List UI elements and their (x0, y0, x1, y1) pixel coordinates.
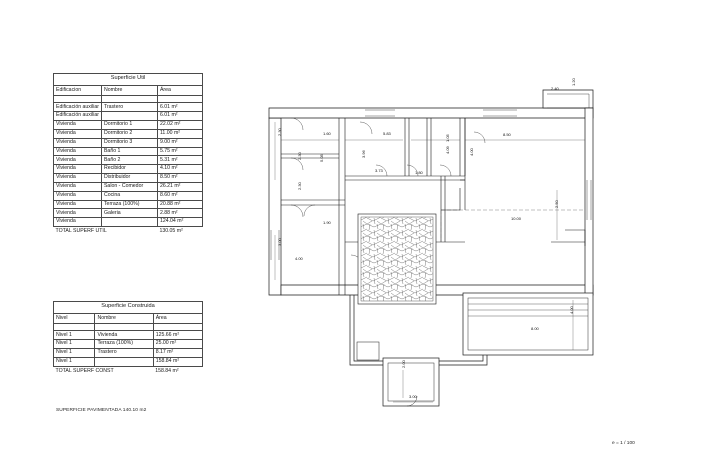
dimension-label: 3.00 (277, 238, 282, 246)
table-total-row (54, 227, 203, 236)
cell-area: 5.75 m² (157, 147, 202, 156)
table-spacer (54, 324, 203, 331)
dimension-label: 10.00 (511, 216, 522, 221)
column-header-edificacion: Edificacion (54, 85, 102, 95)
cell-nombre: Terraza (100%) (101, 200, 157, 209)
table-row (54, 129, 203, 138)
cell-edificacion: Vivienda (54, 121, 102, 130)
cell-nombre: Trastero (101, 103, 157, 112)
total-value: 158.84 m² (155, 367, 179, 374)
cell-nombre: Recibidor (101, 165, 157, 174)
table-title: Superficie Util (54, 74, 203, 86)
cell-edificacion: Vivienda (54, 191, 102, 200)
table-spacer (54, 96, 203, 103)
dimension-label: 2.50 (554, 200, 559, 208)
cell-area: 8.60 m² (157, 191, 202, 200)
cell-edificacion: Vivienda (54, 129, 102, 138)
cell-area: 125.66 m² (153, 331, 202, 340)
cell-area: 6.01 m² (157, 103, 202, 112)
cell-edificacion: Vivienda (54, 209, 102, 218)
cell-nivel: Nivel 1 (54, 331, 95, 340)
cell-edificacion: Vivienda (54, 165, 102, 174)
cell-area: 8.17 m² (153, 349, 202, 358)
cell-area: 4.10 m² (157, 165, 202, 174)
table-row (54, 331, 203, 340)
table-row (54, 340, 203, 349)
cell-area: 26.21 m² (157, 182, 202, 191)
table-row (54, 174, 203, 183)
dimension-label: 4.00 (295, 256, 303, 261)
column-header-nombre: Nombre (95, 313, 153, 323)
dimension-label: 1.90 (323, 220, 331, 225)
cell-nombre: Dormitorio 2 (101, 129, 157, 138)
dimension-label: 2.00 (401, 360, 406, 368)
dimension-label: 3.00 (409, 394, 417, 399)
pavimentada-note: SUPERFICIE PAVIMENTADA 140.10 m2 (56, 408, 147, 413)
scale-note: e = 1 / 100 (612, 441, 635, 446)
table-row (54, 112, 203, 121)
table-row (54, 121, 203, 130)
dimension-label: 1.80 (415, 170, 423, 175)
table-row (54, 218, 203, 227)
cell-area: 6.01 m² (157, 112, 202, 121)
dimension-label: 8.00 (531, 326, 539, 331)
table-superficie-construida (53, 301, 203, 375)
cell-nivel: Nivel 1 (54, 349, 95, 358)
cell-edificacion: Edificación auxiliar (54, 103, 102, 112)
table-row (54, 147, 203, 156)
cell-edificacion: Vivienda (54, 147, 102, 156)
table-row (54, 209, 203, 218)
cell-area: 5.31 m² (157, 156, 202, 165)
cell-area: 124.04 m² (157, 218, 202, 227)
cell-edificacion: Vivienda (54, 138, 102, 147)
cell-area: 8.50 m² (157, 174, 202, 183)
cell-area: 25.00 m² (153, 340, 202, 349)
table-row (54, 191, 203, 200)
dimension-label: 8.50 (503, 132, 511, 137)
table-row (54, 182, 203, 191)
cell-nombre: Distribuidor (101, 174, 157, 183)
cell-nivel: Nivel 1 (54, 357, 95, 366)
cell-edificacion: Vivienda (54, 218, 102, 227)
table-header-row (54, 313, 203, 323)
table-row (54, 156, 203, 165)
table-row (54, 349, 203, 358)
cell-nivel: Nivel 1 (54, 340, 95, 349)
cell-edificacion: Vivienda (54, 182, 102, 191)
column-header-area: Área (153, 313, 202, 323)
dimension-label: 4.09 (445, 146, 450, 154)
cell-nombre: Vivienda (95, 331, 153, 340)
dimension-label: 5.83 (383, 131, 391, 136)
dimension-label: 1.60 (323, 131, 331, 136)
table-row (54, 165, 203, 174)
table-row (54, 357, 203, 366)
cell-nombre: Galeria (101, 209, 157, 218)
table-row (54, 200, 203, 209)
cell-area: 20.88 m² (157, 200, 202, 209)
cell-area: 9.00 m² (157, 138, 202, 147)
dimension-label: 3.96 (361, 150, 366, 158)
table-title: Superficie Construida (54, 302, 203, 314)
plan-svg (255, 80, 685, 440)
cell-nombre (101, 218, 157, 227)
dimension-label: 2.30 (277, 128, 282, 136)
dimension-label: 2.30 (297, 182, 302, 190)
cell-edificacion: Edificación auxiliar (54, 112, 102, 121)
cell-nombre: Baño 1 (101, 147, 157, 156)
cell-edificacion: Vivienda (54, 200, 102, 209)
table-header-row (54, 85, 203, 95)
cell-area: 11.00 m² (157, 129, 202, 138)
cell-nombre: Baño 2 (101, 156, 157, 165)
cell-area: 22.02 m² (157, 121, 202, 130)
column-header-area: Área (157, 85, 202, 95)
cell-edificacion: Vivienda (54, 156, 102, 165)
table-title-row (54, 74, 203, 86)
floor-plan-drawing (255, 80, 685, 440)
dimension-label: 1.20 (571, 78, 576, 86)
cell-area: 2.88 m² (157, 209, 202, 218)
dimension-label: 2.40 (551, 86, 559, 91)
dimension-label: 3.73 (375, 168, 383, 173)
cell-nombre (101, 112, 157, 121)
table-superficie-util (53, 73, 203, 236)
dimension-label: 5.05 (319, 154, 324, 162)
total-label: TOTAL SUPERF UTIL (55, 228, 107, 235)
cell-area: 158.84 m² (153, 357, 202, 366)
cell-nombre: Trastero (95, 349, 153, 358)
total-value: 130.05 m² (159, 228, 183, 235)
cell-nombre: Cocina (101, 191, 157, 200)
dimension-label: 4.00 (469, 148, 474, 156)
table-title-row (54, 302, 203, 314)
dimension-label: 1.05 (445, 134, 450, 142)
cell-nombre (95, 357, 153, 366)
cell-nombre: Dormitorio 1 (101, 121, 157, 130)
column-header-nombre: Nombre (101, 85, 157, 95)
dimension-label: 4.00 (569, 306, 574, 314)
cell-nombre: Terraza (100%) (95, 340, 153, 349)
cell-edificacion: Vivienda (54, 174, 102, 183)
cell-nombre: Dormitorio 3 (101, 138, 157, 147)
table-total-row (54, 366, 203, 375)
cell-nombre: Salon - Comedor (101, 182, 157, 191)
total-label: TOTAL SUPERF CONST (55, 367, 114, 374)
dimension-label: 2.30 (297, 152, 302, 160)
table-row (54, 138, 203, 147)
table-row (54, 103, 203, 112)
column-header-nivel: Nivel (54, 313, 95, 323)
